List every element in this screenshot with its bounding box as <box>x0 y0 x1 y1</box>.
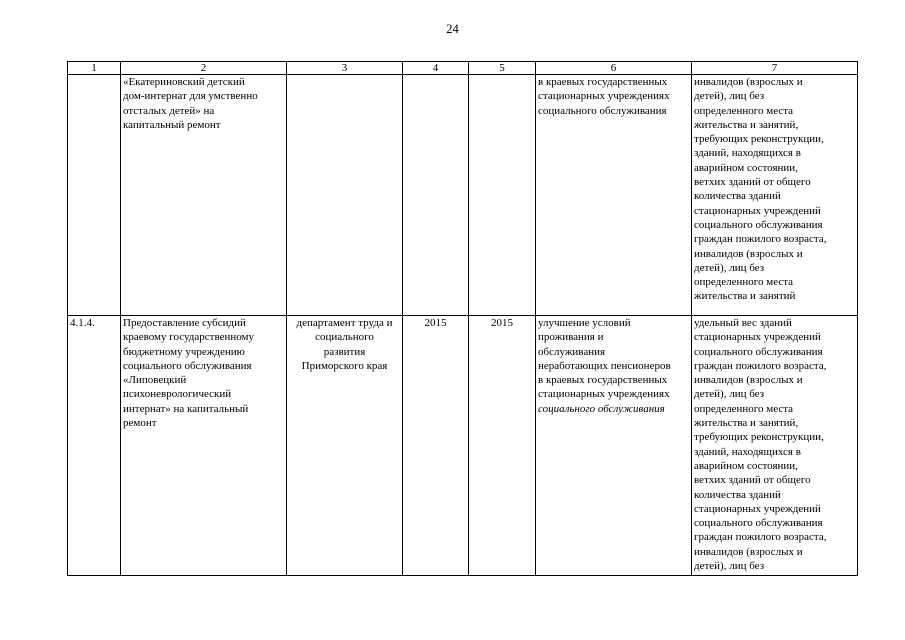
document-table <box>67 61 858 576</box>
cell-line: дом-интернат для умственно <box>123 90 258 103</box>
cell-line: улучшение условий <box>538 317 631 329</box>
cell-line: отсталых детей» на <box>123 104 215 117</box>
cell-line: в краевых государственных <box>538 374 668 387</box>
cell-line: определенного места <box>694 402 794 415</box>
cell-line: проживания и <box>538 331 604 344</box>
cell-line: обслуживания <box>538 345 606 358</box>
cell-line: инвалидов (взрослых и <box>694 545 803 558</box>
cell-line: определенного места <box>694 276 794 289</box>
cell-end-year: 2015 <box>469 316 536 576</box>
cell-line: зданий, находящихся в <box>694 445 801 458</box>
cell-line: Предоставление субсидий <box>123 317 246 329</box>
column-header: 7 <box>692 62 858 75</box>
cell-line: количества зданий <box>694 190 781 203</box>
cell-line: удельный вес зданий <box>694 317 792 329</box>
cell-line: детей), лиц без <box>694 261 765 274</box>
cell-line: требующих реконструкции, <box>694 431 824 444</box>
cell-line: детей), лиц без <box>694 388 765 401</box>
cell-line: определенного места <box>694 104 794 117</box>
cell-result <box>536 316 692 576</box>
cell-line: жительства и занятий <box>694 290 796 303</box>
cell-line: стационарных учреждений <box>694 204 821 217</box>
cell-line: ветхих зданий от общего <box>694 176 811 189</box>
column-header: 3 <box>287 62 403 75</box>
cell-line: капитальный ремонт <box>123 118 221 131</box>
cell-line: «Екатериновский детский <box>123 76 245 88</box>
cell-line: социального обслуживания <box>123 359 252 372</box>
cell-line: граждан пожилого возраста, <box>694 531 827 544</box>
cell-line: жительства и занятий, <box>694 417 799 430</box>
cell-measure <box>121 316 287 576</box>
cell-line: граждан пожилого возраста, <box>694 233 827 246</box>
cell-line: требующих реконструкции, <box>694 133 824 146</box>
cell-line: стационарных учреждений <box>694 331 821 344</box>
cell-start-year: 2015 <box>403 316 469 576</box>
cell-line: социального обслуживания <box>694 517 823 530</box>
cell-indicator <box>692 75 858 316</box>
cell-line: зданий, находящихся в <box>694 147 801 160</box>
column-header: 4 <box>403 62 469 75</box>
cell-line: «Липовецкий <box>123 374 187 387</box>
cell-line: детей), лиц без <box>694 90 765 103</box>
cell-number: 4.1.4. <box>68 316 121 576</box>
cell-line: бюджетному учреждению <box>123 345 245 358</box>
cell-line: краевому государственному <box>123 331 254 344</box>
column-header: 6 <box>536 62 692 75</box>
cell-executor <box>287 316 403 576</box>
cell-line: количества зданий <box>694 488 781 501</box>
page-number: 24 <box>446 22 459 36</box>
cell-line: социального обслуживания <box>538 402 665 415</box>
cell-executor <box>287 75 403 316</box>
table-row <box>68 75 858 316</box>
cell-number <box>68 75 121 316</box>
cell-line: неработающих пенсионеров <box>538 359 671 372</box>
cell-line: инвалидов (взрослых и <box>694 247 803 260</box>
cell-line: социального <box>315 331 374 344</box>
cell-line: стационарных учреждениях <box>538 388 670 401</box>
cell-result <box>536 75 692 316</box>
cell-line: интернат» на капитальный <box>123 402 249 415</box>
cell-line: психоневрологический <box>123 388 232 401</box>
cell-line: жительства и занятий, <box>694 118 799 131</box>
cell-line: аварийном состоянии, <box>694 161 798 174</box>
cell-line: инвалидов (взрослых и <box>694 374 803 387</box>
cell-measure <box>121 75 287 316</box>
cell-line: социального обслуживания <box>694 218 823 231</box>
cell-line: Приморского края <box>301 359 388 372</box>
cell-line: стационарных учреждениях <box>538 90 670 103</box>
column-header: 5 <box>469 62 536 75</box>
column-header: 2 <box>121 62 287 75</box>
cell-line: инвалидов (взрослых и <box>694 76 803 88</box>
cell-start-year <box>403 75 469 316</box>
cell-indicator <box>692 316 858 576</box>
cell-line: стационарных учреждений <box>694 502 821 515</box>
column-header: 1 <box>68 62 121 75</box>
cell-end-year <box>469 75 536 316</box>
cell-line: развития <box>323 345 366 358</box>
cell-line: ветхих зданий от общего <box>694 474 811 487</box>
cell-line: граждан пожилого возраста, <box>694 359 827 372</box>
cell-line: в краевых государственных <box>538 76 668 88</box>
cell-line: социального обслуживания <box>538 104 667 117</box>
cell-line: аварийном состоянии, <box>694 459 798 472</box>
table-row <box>68 316 858 576</box>
table-header-row <box>68 62 858 75</box>
cell-line: детей), лиц без <box>694 560 765 573</box>
cell-line: департамент труда и <box>296 317 393 329</box>
cell-line: социального обслуживания <box>694 345 823 358</box>
cell-line: ремонт <box>123 417 157 430</box>
